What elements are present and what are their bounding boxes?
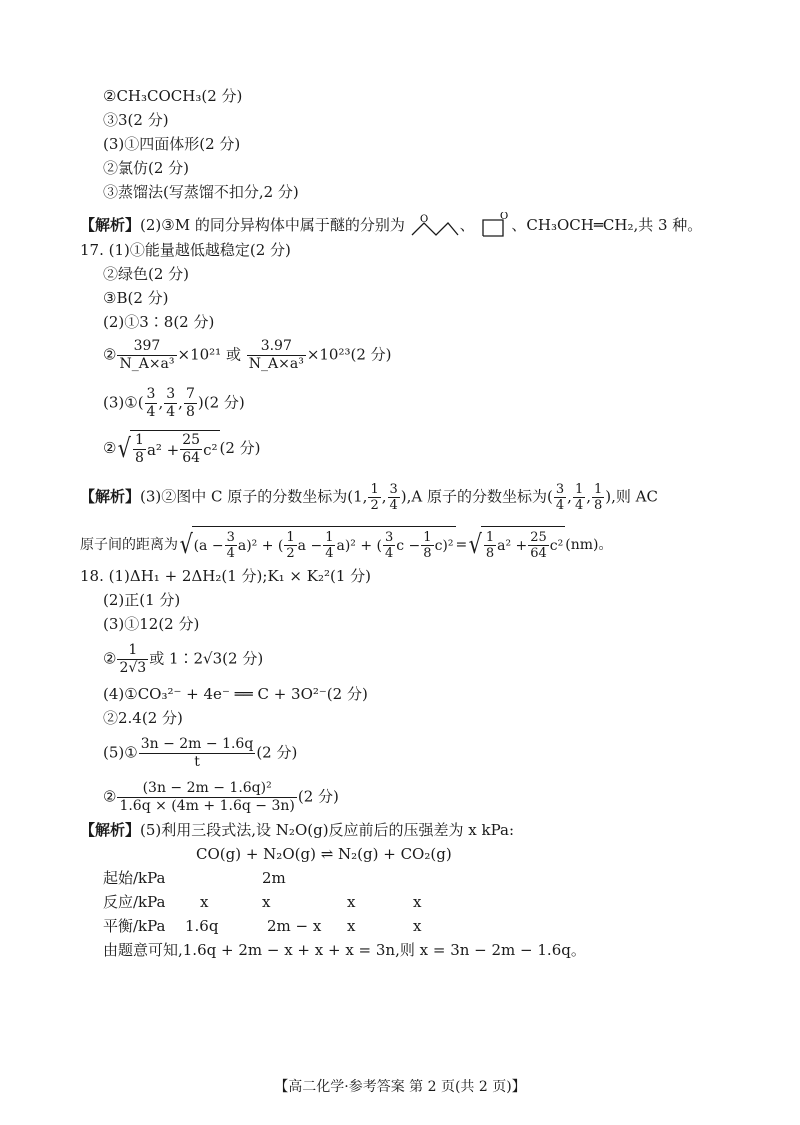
- table-cell: 1.6q: [185, 917, 219, 935]
- table-cell: 2m − x: [267, 917, 322, 935]
- numerator: 1: [370, 482, 379, 497]
- fraction: [528, 530, 549, 561]
- fraction: [117, 642, 148, 677]
- denominator: 4: [389, 498, 398, 513]
- comma: ,: [178, 393, 183, 412]
- numerator: 1: [485, 530, 495, 545]
- question-18-line: 18. (1)ΔH₁ + 2ΔH₂(1 分);K₁ × K₂²(1 分): [80, 567, 372, 585]
- table-row-start: [103, 868, 166, 888]
- analysis-text: 原子间的距离为: [80, 537, 178, 553]
- numerator: 3: [555, 482, 565, 497]
- analysis-line: [80, 820, 514, 840]
- fraction: [323, 530, 335, 561]
- answer-line-fraction: [103, 736, 297, 771]
- term: (a −: [193, 537, 224, 554]
- fraction: [139, 736, 256, 771]
- term: a −: [297, 537, 323, 554]
- question-17-line: 17. (1)①能量越低越稳定(2 分): [80, 241, 291, 259]
- answer-line: ②CH₃COCH₃(2 分): [103, 87, 243, 105]
- denominator: 64: [182, 450, 201, 466]
- denominator: 4: [166, 404, 176, 420]
- answer-line: (2)①3∶8(2 分): [103, 313, 215, 331]
- answer-line: ②绿色(2 分): [103, 265, 190, 283]
- table-cell: x: [413, 917, 422, 935]
- analysis-label: 【解析】: [80, 216, 141, 234]
- answer-prefix: ②: [103, 345, 117, 364]
- fraction: [117, 338, 176, 373]
- denominator: 4: [146, 404, 156, 420]
- answer-line: (3)①12(2 分): [103, 615, 200, 633]
- analysis-distance-line: [80, 526, 612, 564]
- answer-line: ③3(2 分): [103, 111, 169, 129]
- numerator: 25: [182, 432, 201, 448]
- fraction: [554, 482, 566, 513]
- numerator: 1: [117, 642, 148, 660]
- numerator: 3: [166, 386, 176, 402]
- term: a)² + (: [336, 537, 382, 554]
- oxygen-label: O: [500, 212, 509, 222]
- denominator: 2√3: [119, 660, 147, 676]
- fraction: [388, 482, 400, 513]
- numerator: 3: [389, 482, 398, 497]
- fraction: [368, 482, 380, 513]
- fraction: [573, 482, 585, 513]
- term: c −: [396, 537, 421, 554]
- analysis-text: (nm)。: [565, 537, 613, 553]
- fraction: [383, 530, 395, 561]
- table-cell: x: [347, 917, 356, 935]
- numerator: 7: [185, 386, 195, 402]
- denominator: 8: [594, 498, 603, 513]
- comma: ,: [586, 487, 591, 506]
- fraction: [247, 338, 306, 373]
- fraction: [421, 530, 433, 561]
- comma: ,: [158, 393, 164, 412]
- answer-prefix: ②: [103, 787, 117, 806]
- answer-text: ×10²¹ 或: [177, 345, 241, 364]
- oxetane-structure-icon: [479, 212, 511, 240]
- reaction-equation: CO(g) + N₂O(g) ⇌ N₂(g) + CO₂(g): [196, 845, 452, 863]
- fraction: [145, 386, 158, 421]
- oxygen-label: O: [419, 214, 428, 225]
- answer-text: ×10²³(2 分): [306, 345, 392, 364]
- numerator: 1: [286, 530, 295, 545]
- answer-line-sqrt: [103, 430, 261, 468]
- answer-prefix: ②: [103, 649, 117, 668]
- answer-line-fraction: [103, 338, 392, 373]
- analysis-line: [80, 212, 702, 240]
- answer-text: )(2 分): [197, 393, 245, 412]
- term: a² +: [497, 537, 528, 554]
- denominator: t: [194, 754, 200, 770]
- analysis-text: (5)利用三段式法,设 N₂O(g)反应前后的压强差为 x kPa:: [140, 821, 515, 839]
- table-cell: x: [200, 893, 209, 911]
- numerator: 3.97: [247, 338, 306, 356]
- table-row-equilibrium: 平衡/kPa: [103, 917, 166, 935]
- denominator: 4: [555, 498, 565, 513]
- answer-line: (4)①CO₃²⁻ + 4e⁻ ══ C + 3O²⁻(2 分): [103, 685, 368, 703]
- term: c)²: [434, 537, 454, 554]
- analysis-sep: 、: [459, 216, 475, 234]
- answer-text: (2 分): [297, 787, 339, 806]
- table-row-reaction: 反应/kPa: [103, 893, 166, 911]
- answer-prefix: (5)①: [103, 743, 138, 762]
- fraction: [284, 530, 296, 561]
- sqrt-expression: [178, 526, 456, 564]
- denominator: 8: [423, 546, 432, 561]
- answer-line: (2)正(1 分): [103, 591, 181, 609]
- term: a)² + (: [237, 537, 284, 554]
- numerator: (3n − 2m − 1.6q)²: [117, 780, 296, 798]
- analysis-text: (2)③M 的同分异构体中属于醚的分别为: [140, 216, 405, 234]
- denominator: 4: [574, 498, 584, 513]
- answer-text: (2 分): [219, 439, 261, 457]
- term: c²: [203, 440, 218, 459]
- denominator: 4: [226, 546, 235, 561]
- answer-line: ②2.4(2 分): [103, 709, 183, 727]
- numerator: 3: [384, 530, 394, 545]
- conclusion-line: 由题意可知,1.6q + 2m − x + x + x = 3n,则 x = 3n − 2m − 1.6q。: [103, 941, 586, 959]
- answer-line: ③B(2 分): [103, 289, 169, 307]
- equals-sign: =: [455, 537, 468, 553]
- numerator: 1: [135, 432, 144, 448]
- denominator: 64: [530, 546, 547, 561]
- fraction: [225, 530, 237, 561]
- denominator: 8: [135, 450, 144, 466]
- numerator: 1: [574, 482, 584, 497]
- comma: ,: [381, 487, 387, 506]
- ether-structure-1-icon: [410, 213, 460, 239]
- answer-line-fraction: [103, 642, 263, 677]
- answer-text: 或 1∶2√3(2 分): [149, 649, 264, 668]
- fraction: [484, 530, 496, 561]
- denominator: N_A×a³: [248, 356, 304, 372]
- row-label: 起始/kPa: [103, 869, 166, 887]
- numerator: 3: [226, 530, 235, 545]
- fraction: [133, 432, 146, 467]
- denominator: 8: [185, 404, 195, 420]
- radical-icon: √: [179, 530, 193, 560]
- denominator: 1.6q × (4m + 1.6q − 3n): [119, 798, 295, 814]
- analysis-line: [80, 482, 658, 513]
- answer-line: ③蒸馏法(写蒸馏不扣分,2 分): [103, 183, 299, 201]
- answer-line-coordinates: [103, 386, 245, 421]
- sqrt-expression: [116, 430, 219, 468]
- table-cell: x: [413, 893, 422, 911]
- numerator: 1: [423, 530, 432, 545]
- fraction: [164, 386, 177, 421]
- page-footer: 【高二化学·参考答案 第 2 页(共 2 页)】: [274, 1079, 526, 1095]
- term: c²: [549, 537, 564, 554]
- analysis-label: 【解析】: [80, 821, 141, 839]
- numerator: 25: [530, 530, 547, 545]
- numerator: 1: [594, 482, 603, 497]
- fraction: [184, 386, 197, 421]
- answer-line: (3)①四面体形(2 分): [103, 135, 241, 153]
- denominator: 2: [370, 498, 379, 513]
- analysis-text: ),则 AC: [605, 487, 658, 506]
- table-cell: x: [347, 893, 356, 911]
- fraction: [592, 482, 604, 513]
- comma: ,: [567, 487, 572, 506]
- numerator: 397: [117, 338, 176, 356]
- answer-text: (2 分): [256, 743, 298, 762]
- answer-prefix: (3)①(: [103, 393, 144, 412]
- table-cell: 2m: [262, 869, 286, 887]
- radical-icon: √: [118, 434, 132, 464]
- answer-line: ②氯仿(2 分): [103, 159, 190, 177]
- denominator: 8: [485, 546, 495, 561]
- denominator: 4: [384, 546, 394, 561]
- numerator: 3: [146, 386, 156, 402]
- term: a² +: [146, 440, 180, 459]
- denominator: N_A×a³: [119, 356, 175, 372]
- answer-line-fraction: [103, 780, 339, 815]
- analysis-tail: 、CH₃OCH═CH₂,共 3 种。: [511, 216, 703, 234]
- radical-icon: √: [468, 530, 483, 560]
- fraction: [117, 780, 296, 815]
- analysis-text: (3)②图中 C 原子的分数坐标为(1,: [140, 487, 368, 506]
- analysis-text: ),A 原子的分数坐标为(: [400, 487, 553, 506]
- denominator: 4: [325, 546, 334, 561]
- denominator: 2: [286, 546, 295, 561]
- numerator: 1: [325, 530, 334, 545]
- analysis-label: 【解析】: [80, 487, 141, 506]
- table-cell: x: [262, 893, 271, 911]
- fraction: [180, 432, 202, 467]
- numerator: 3n − 2m − 1.6q: [140, 736, 254, 752]
- answer-prefix: ②: [103, 439, 117, 457]
- sqrt-expression: [467, 526, 565, 564]
